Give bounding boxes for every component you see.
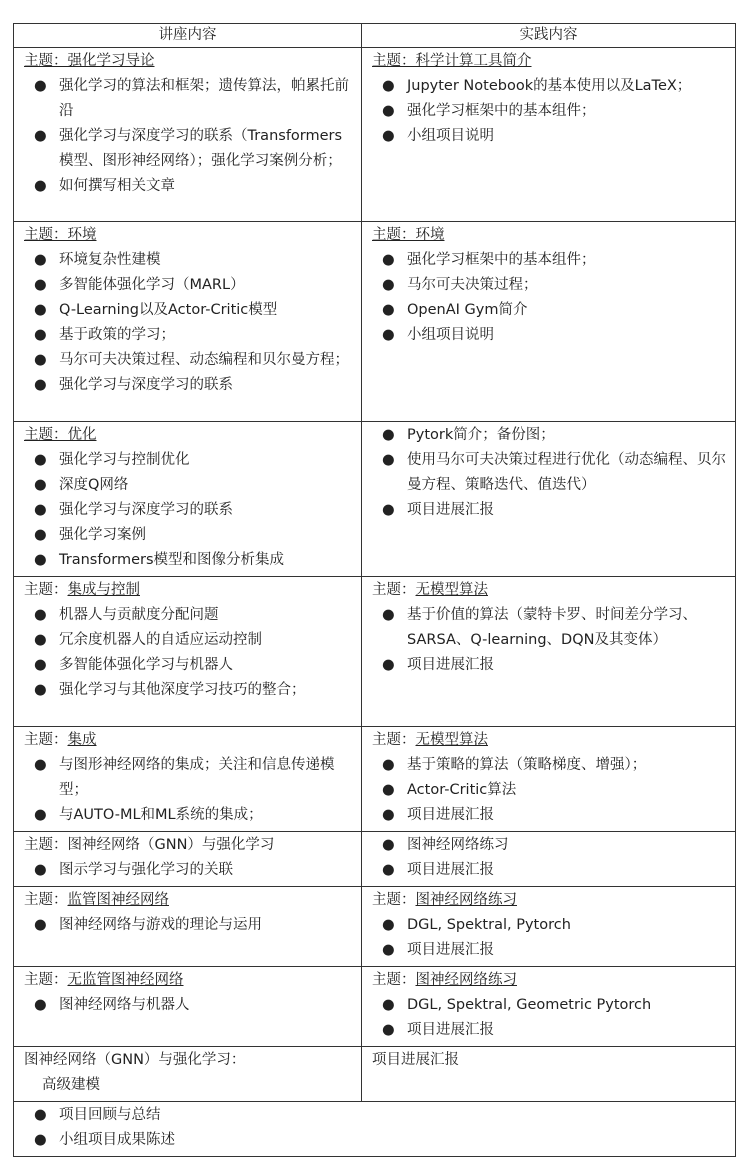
list-item: ● 项目进展汇报 (382, 502, 494, 518)
topic-heading: 主题：图神经网络练习 (372, 892, 517, 908)
lecture-cell (14, 422, 362, 577)
topic-heading: 主题：集成与控制 (24, 582, 140, 598)
course-table (13, 23, 736, 1157)
topic-heading: 主题：环境 (372, 227, 445, 243)
practice-cell (362, 1047, 736, 1102)
topic-heading: 主题：优化 (24, 427, 97, 443)
list-item: ● Jupyter Notebook的基本使用以及LaTeX； (382, 78, 692, 94)
list-item: ● 强化学习的算法和框架；遗传算法，帕累托前沿 (34, 78, 349, 119)
list-item: ● 强化学习框架中的基本组件； (382, 103, 596, 119)
list-item: ● 项目回顾与总结 (34, 1107, 161, 1123)
list-item: ● 冗余度机器人的自适应运动控制 (34, 632, 262, 648)
list-item: ● 项目进展汇报 (382, 942, 494, 958)
header-row (14, 24, 736, 48)
header-practice: 实践内容 (362, 24, 736, 48)
list-item: ● 图神经网络与机器人 (34, 997, 190, 1013)
table-row (14, 1047, 736, 1102)
practice-text: 项目进展汇报 (372, 1052, 459, 1068)
lecture-cell (14, 48, 362, 222)
topic-heading: 主题：图神经网络练习 (372, 972, 517, 988)
practice-cell (362, 422, 736, 577)
table-row (14, 727, 736, 832)
practice-cell (362, 967, 736, 1047)
practice-cell (362, 887, 736, 967)
list-item: ● 强化学习与深度学习的联系 (34, 377, 233, 393)
practice-cell (362, 222, 736, 422)
list-item: ● 基于策略的算法（策略梯度、增强）； (382, 757, 647, 773)
practice-cell (362, 727, 736, 832)
table-row (14, 222, 736, 422)
list-item: ● 机器人与贡献度分配问题 (34, 607, 219, 623)
table-row (14, 1102, 736, 1157)
list-item: ● 环境复杂性建模 (34, 252, 161, 268)
list-item: ● 项目进展汇报 (382, 807, 494, 823)
table-row (14, 48, 736, 222)
list-item: ● 强化学习与控制优化 (34, 452, 190, 468)
list-item: ● 基于价值的算法（蒙特卡罗、时间差分学习、SARSA、Q-learning、DQN及其变体） (382, 607, 697, 648)
list-item: ● Transformers模型和图像分析集成 (34, 552, 285, 568)
topic-heading: 主题：科学计算工具简介 (372, 53, 532, 69)
header-lecture: 讲座内容 (14, 24, 362, 48)
lecture-cell (14, 832, 362, 887)
list-item: ● OpenAI Gym简介 (382, 302, 528, 318)
lecture-cell (14, 1047, 362, 1102)
list-item: ● 项目进展汇报 (382, 1022, 494, 1038)
table-row (14, 577, 736, 727)
list-item: ● 马尔可夫决策过程、动态编程和贝尔曼方程； (34, 352, 349, 368)
list-item: ● 马尔可夫决策过程； (382, 277, 538, 293)
list-item: ● 项目进展汇报 (382, 657, 494, 673)
lecture-cell (14, 727, 362, 832)
list-item: ● DGL, Spektral, Pytorch (382, 917, 571, 933)
list-item: ● 小组项目成果陈述 (34, 1132, 175, 1148)
practice-cell (362, 48, 736, 222)
list-item: ● 深度Q网络 (34, 477, 129, 493)
list-item: ● 强化学习案例 (34, 527, 146, 543)
table-row (14, 887, 736, 967)
list-item: ● 图神经网络与游戏的理论与运用 (34, 917, 262, 933)
list-item: ● 使用马尔可夫决策过程进行优化（动态编程、贝尔曼方程、策略迭代、值迭代） (382, 452, 726, 493)
section-subtitle: 高级建模 (42, 1077, 100, 1093)
list-item: ● DGL, Spektral, Geometric Pytorch (382, 997, 652, 1013)
list-item: ● 如何撰写相关文章 (34, 178, 175, 194)
list-item: ● 基于政策的学习； (34, 327, 175, 343)
list-item: ● Q-Learning以及Actor-Critic模型 (34, 302, 278, 318)
topic-heading: 主题：无模型算法 (372, 732, 488, 748)
topic-heading: 主题：图神经网络（GNN）与强化学习 (24, 837, 275, 853)
section-title: 图神经网络（GNN）与强化学习： (24, 1052, 246, 1068)
topic-heading: 主题：无监管图神经网络 (24, 972, 184, 988)
lecture-cell (14, 222, 362, 422)
list-item: ● 小组项目说明 (382, 128, 494, 144)
table-row (14, 832, 736, 887)
list-item: ● Pytork简介；备份图； (382, 427, 555, 443)
topic-heading: 主题：集成 (24, 732, 97, 748)
lecture-cell (14, 967, 362, 1047)
practice-cell (362, 577, 736, 727)
list-item: ● 多智能体强化学习（MARL） (34, 277, 245, 293)
lecture-cell (14, 887, 362, 967)
list-item: ● 与AUTO-ML和ML系统的集成； (34, 807, 263, 823)
table-row (14, 967, 736, 1047)
list-item: ● 项目进展汇报 (382, 862, 494, 878)
lecture-cell (14, 577, 362, 727)
table-row (14, 422, 736, 577)
list-item: ● 图示学习与强化学习的关联 (34, 862, 233, 878)
topic-heading: 主题：环境 (24, 227, 97, 243)
final-cell (14, 1102, 736, 1157)
list-item: ● 强化学习与深度学习的联系（Transformers模型、图形神经网络）；强化学习案例分析； (34, 128, 343, 169)
list-item: ● 强化学习与深度学习的联系 (34, 502, 233, 518)
topic-heading: 主题：强化学习导论 (24, 53, 155, 69)
practice-cell (362, 832, 736, 887)
list-item: ● 强化学习与其他深度学习技巧的整合； (34, 682, 306, 698)
list-item: ● 强化学习框架中的基本组件； (382, 252, 596, 268)
list-item: ● 多智能体强化学习与机器人 (34, 657, 233, 673)
list-item: ● 图神经网络练习 (382, 837, 509, 853)
list-item: ● Actor-Critic算法 (382, 782, 517, 798)
list-item: ● 小组项目说明 (382, 327, 494, 343)
topic-heading: 主题：监管图神经网络 (24, 892, 169, 908)
list-item: ● 与图形神经网络的集成；关注和信息传递模型； (34, 757, 335, 798)
topic-heading: 主题：无模型算法 (372, 582, 488, 598)
